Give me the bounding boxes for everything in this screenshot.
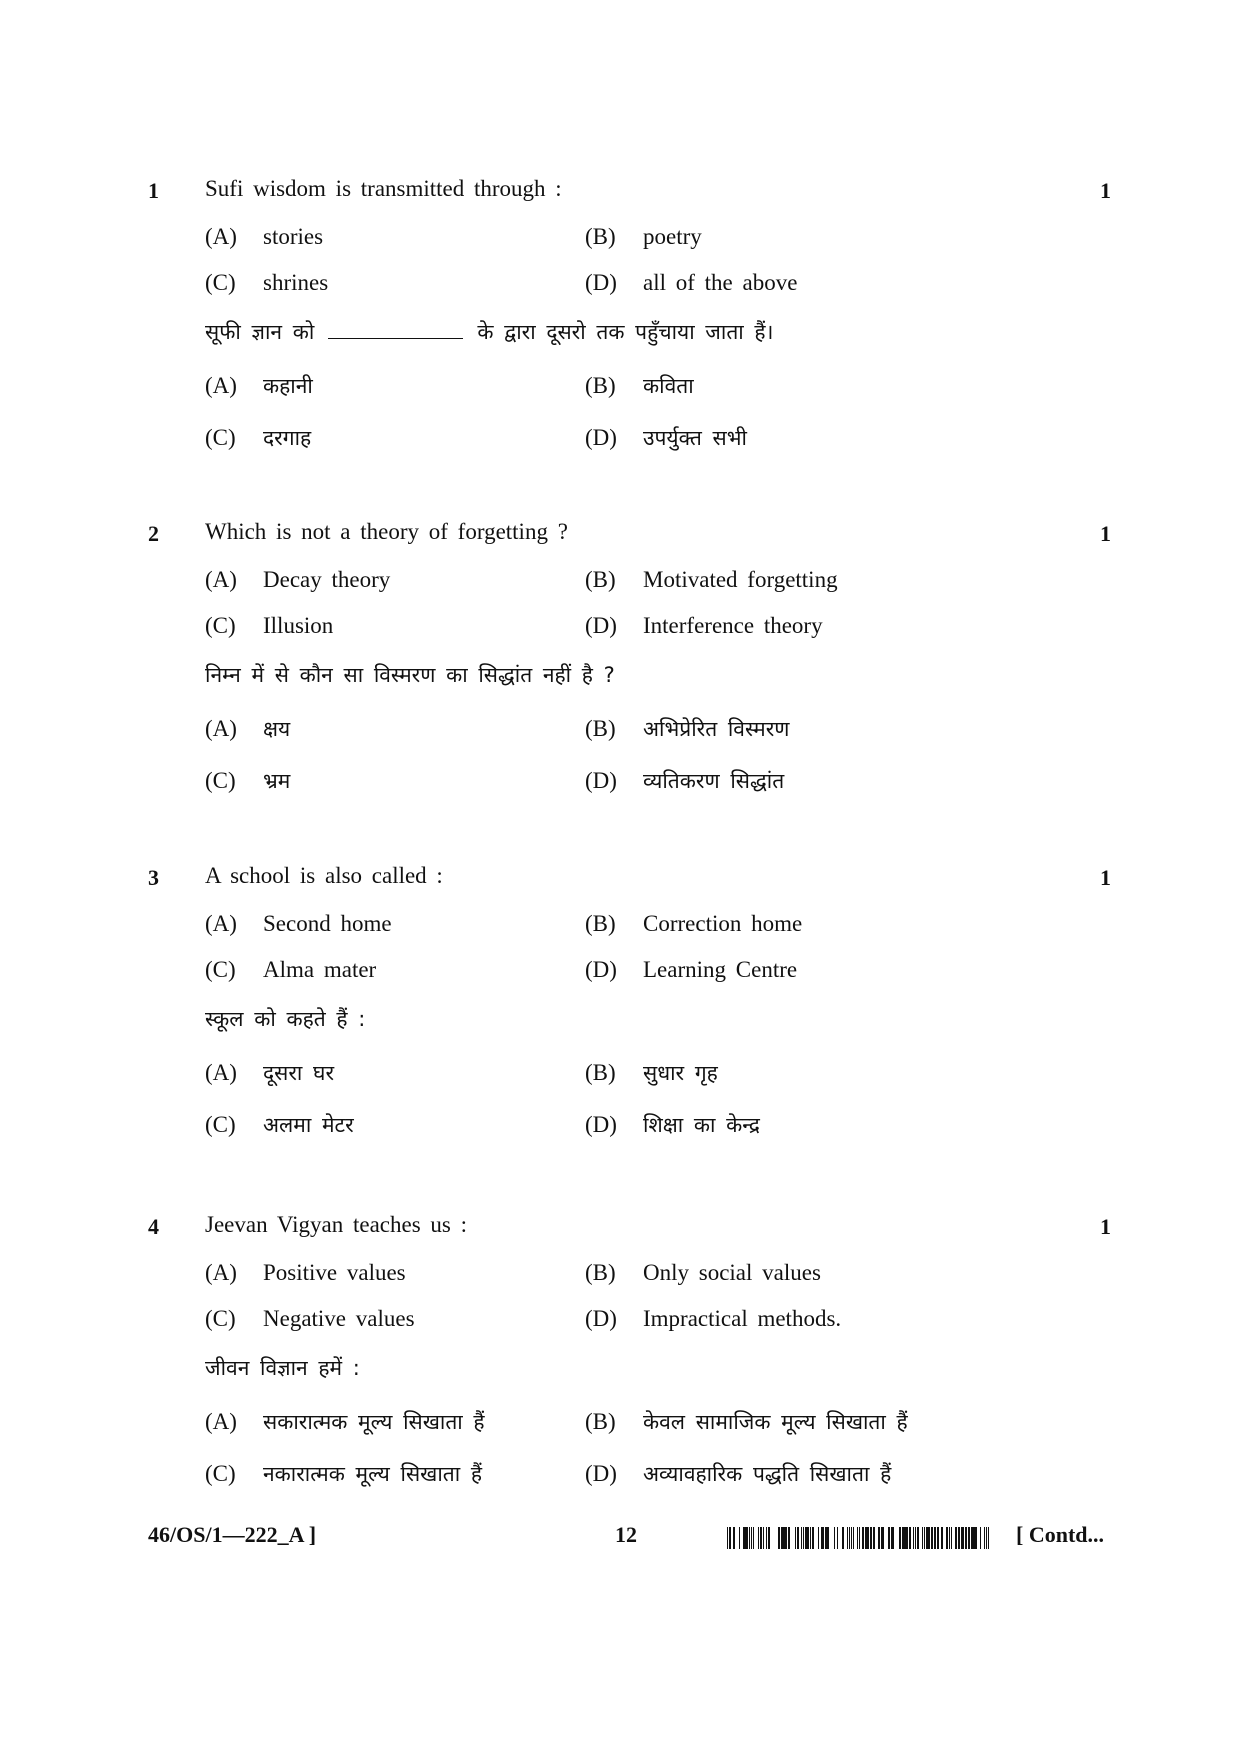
option-text: नकारात्मक मूल्य सिखाता हैं [263, 1462, 483, 1486]
option-text: Illusion [263, 613, 334, 638]
option-text: Only social values [643, 1260, 821, 1285]
option-label: (C) [205, 270, 236, 295]
question-stem-hindi: निम्न में से कौन सा विस्मरण का सिद्धांत नहीं है ? [205, 663, 615, 687]
option-text: Positive values [263, 1260, 406, 1285]
question-marks: 1 [1100, 521, 1111, 546]
question-stem-hindi: जीवन विज्ञान हमें : [205, 1356, 360, 1380]
option-text: Interference theory [643, 613, 823, 638]
option-text: shrines [263, 270, 329, 295]
option-text: अव्यावहारिक पद्धति सिखाता हैं [643, 1462, 892, 1486]
option-label: (C) [205, 1461, 236, 1486]
answer-blank [328, 320, 463, 339]
option-label: (D) [585, 425, 617, 450]
option-text: क्षय [263, 717, 291, 741]
option-a [205, 911, 392, 937]
question-stem-hindi [205, 318, 774, 346]
option-c [205, 957, 376, 983]
option-b [585, 567, 838, 593]
option-label: (D) [585, 270, 617, 295]
hindi-option-c [205, 424, 311, 452]
option-label: (C) [205, 1306, 236, 1331]
option-label: (D) [585, 613, 617, 638]
hindi-option-c [205, 1111, 354, 1139]
option-label: (D) [585, 957, 617, 982]
option-a [205, 567, 390, 593]
question-stem-hindi: स्कूल को कहते हैं : [205, 1007, 366, 1031]
option-label: (C) [205, 613, 236, 638]
page-number: 12 [615, 1522, 637, 1547]
option-label: (B) [585, 911, 616, 936]
option-label: (B) [585, 567, 616, 592]
barcode-image [727, 1527, 989, 1549]
option-c [205, 270, 328, 296]
hindi-option-a [205, 372, 313, 400]
question-marks: 1 [1100, 865, 1111, 890]
question-marks: 1 [1100, 1214, 1111, 1239]
question-stem-english: Jeevan Vigyan teaches us : [205, 1212, 468, 1237]
option-label: (A) [205, 716, 237, 741]
option-label: (A) [205, 1409, 237, 1434]
hindi-option-c [205, 1460, 482, 1488]
contd-label: [ Contd... [1016, 1522, 1105, 1547]
option-text: Negative values [263, 1306, 415, 1331]
hindi-stem-after: के द्वारा दूसरो तक पहुँचाया जाता हैं। [477, 320, 774, 344]
question-marks: 1 [1100, 178, 1111, 203]
hindi-option-a [205, 1059, 334, 1087]
option-label: (B) [585, 373, 616, 398]
hindi-option-d [585, 424, 747, 452]
option-label: (A) [205, 567, 237, 592]
option-label: (A) [205, 373, 237, 398]
option-text: all of the above [643, 270, 798, 295]
option-text: उपर्युक्त सभी [643, 426, 747, 450]
option-label: (C) [205, 1112, 236, 1137]
hindi-option-a [205, 1408, 485, 1436]
hindi-option-b [585, 715, 789, 743]
option-label: (A) [205, 224, 237, 249]
option-text: शिक्षा का केन्द्र [643, 1113, 760, 1137]
question-stem-english: A school is also called : [205, 863, 443, 888]
hindi-stem-before: सूफी ज्ञान को [205, 320, 315, 344]
option-b [585, 224, 702, 250]
option-text: अभिप्रेरित विस्मरण [643, 717, 790, 741]
option-text: कहानी [263, 374, 313, 398]
option-label: (D) [585, 1112, 617, 1137]
paper-code: 46/OS/1—222_A ] [148, 1522, 317, 1547]
option-text: Correction home [643, 911, 803, 936]
question-number: 3 [148, 865, 159, 890]
option-d [585, 613, 823, 639]
option-text: Alma mater [263, 957, 377, 982]
hindi-option-d [585, 1460, 891, 1488]
option-label: (B) [585, 1260, 616, 1285]
option-label: (C) [205, 425, 236, 450]
option-label: (B) [585, 1409, 616, 1434]
option-a [205, 224, 323, 250]
question-number: 1 [148, 178, 159, 203]
option-label: (B) [585, 224, 616, 249]
option-text: Decay theory [263, 567, 391, 592]
question-number: 4 [148, 1214, 159, 1239]
option-label: (B) [585, 716, 616, 741]
hindi-option-a [205, 715, 290, 743]
option-text: व्यतिकरण सिद्धांत [643, 769, 785, 793]
option-b [585, 911, 802, 937]
hindi-option-b [585, 1408, 908, 1436]
option-text: poetry [643, 224, 702, 249]
option-text: दरगाह [263, 426, 312, 450]
option-b [585, 1260, 821, 1286]
option-text: भ्रम [263, 769, 291, 793]
option-a [205, 1260, 406, 1286]
option-text: अलमा मेटर [263, 1113, 354, 1137]
option-text: दूसरा घर [263, 1061, 335, 1085]
hindi-option-b [585, 1059, 718, 1087]
hindi-option-d [585, 1111, 760, 1139]
option-label: (C) [205, 957, 236, 982]
option-text: Impractical methods. [643, 1306, 842, 1331]
question-stem-english: Which is not a theory of forgetting ? [205, 519, 568, 544]
option-label: (A) [205, 911, 237, 936]
option-d [585, 270, 797, 296]
option-c [205, 613, 333, 639]
hindi-option-c [205, 767, 290, 795]
option-text: Learning Centre [643, 957, 798, 982]
option-label: (A) [205, 1060, 237, 1085]
option-label: (A) [205, 1260, 237, 1285]
option-d [585, 1306, 841, 1332]
hindi-option-b [585, 372, 694, 400]
option-d [585, 957, 797, 983]
option-label: (B) [585, 1060, 616, 1085]
option-label: (D) [585, 1306, 617, 1331]
option-text: Second home [263, 911, 392, 936]
option-text: सकारात्मक मूल्य सिखाता हैं [263, 1410, 485, 1434]
option-label: (D) [585, 1461, 617, 1486]
option-label: (D) [585, 768, 617, 793]
option-text: कविता [643, 374, 694, 398]
hindi-option-d [585, 767, 784, 795]
question-stem-english: Sufi wisdom is transmitted through : [205, 176, 562, 201]
question-number: 2 [148, 521, 159, 546]
option-text: सुधार गृह [643, 1061, 718, 1085]
option-text: Motivated forgetting [643, 567, 838, 592]
option-c [205, 1306, 415, 1332]
option-label: (C) [205, 768, 236, 793]
option-text: केवल सामाजिक मूल्य सिखाता हैं [643, 1410, 908, 1434]
option-text: stories [263, 224, 324, 249]
